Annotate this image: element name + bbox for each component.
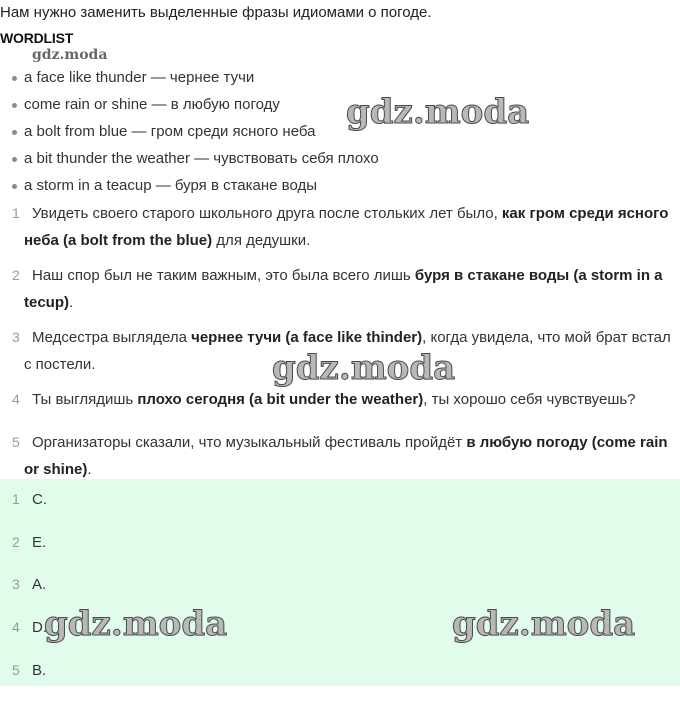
sentence-text-plain: . (69, 294, 74, 311)
wordlist-item-text: come rain or shine — в любую погоду (24, 96, 280, 113)
sentence-text (24, 386, 672, 413)
bullet-icon (12, 157, 17, 162)
answer-number: 3 (12, 576, 20, 592)
answer-value: D. (32, 619, 47, 636)
sentence-text (24, 429, 672, 483)
answer-value: C. (32, 491, 47, 508)
wordlist-item (0, 64, 379, 91)
answer-number: 2 (12, 534, 20, 550)
sentence-text-highlight: чернее тучи (a face like thinder) (191, 329, 423, 346)
watermark: gdz.moda (44, 604, 228, 644)
answer-value: E. (32, 534, 47, 551)
answer-item (0, 534, 680, 554)
wordlist-item (0, 172, 379, 199)
sentence-text-plain: Организаторы сказали, что музыкальный фестиваль пройдёт (32, 434, 467, 451)
sentence-number: 4 (12, 391, 20, 407)
sentence-number: 1 (12, 205, 20, 221)
wordlist-item-text: a storm in a teacup — буря в стакане воды (24, 177, 318, 194)
answer-number: 1 (12, 491, 20, 507)
exercise-sentences (0, 200, 680, 483)
wordlist-title: WORDLIST (0, 30, 74, 46)
sentence-text-highlight: плохо сегодня (a bit under the weather) (137, 391, 424, 408)
answer-number: 5 (12, 662, 20, 678)
bullet-icon (12, 130, 17, 135)
watermark: gdz.moda (452, 604, 636, 644)
answer-value: B. (32, 662, 47, 679)
task-instruction: Нам нужно заменить выделенные фразы идиомами о погоде. (0, 4, 432, 21)
bullet-icon (12, 103, 17, 108)
sentence-text (24, 262, 672, 316)
sentence-text-plain: Увидеть своего старого школьного друга после стольких лет было, (32, 205, 502, 222)
wordlist-item-text: a face like thunder — чернее тучи (24, 69, 255, 86)
sentence-text-highlight: в любую погоду (come rain or shine) (24, 434, 668, 478)
sentence-text-highlight: как гром среди ясного неба (a bolt from the blue) (24, 205, 669, 249)
sentence-item (0, 200, 680, 254)
sentence-text-highlight: буря в стакане воды (a storm in a tecup) (24, 267, 663, 311)
watermark: gdz.moda (346, 92, 530, 132)
sentence-item (0, 386, 680, 413)
wordlist-item (0, 145, 379, 172)
sentence-text (24, 200, 672, 254)
sentence-text-plain: Наш спор был не таким важным, это была всего лишь (32, 267, 415, 284)
watermark: gdz.moda (272, 348, 456, 388)
answer-number: 4 (12, 619, 20, 635)
answer-item (0, 619, 680, 639)
answer-value: A. (32, 576, 47, 593)
answer-item (0, 576, 680, 596)
sentence-item (0, 324, 680, 378)
sentence-number: 2 (12, 267, 20, 283)
sentence-text-plain: для дедушки. (212, 232, 311, 249)
sentence-item (0, 262, 680, 316)
watermark: gdz.moda (32, 47, 108, 63)
sentence-text-plain: Медсестра выглядела (32, 329, 192, 346)
sentence-number: 3 (12, 329, 20, 345)
answer-item (0, 662, 680, 682)
wordlist-item (0, 118, 379, 145)
answer-panel (0, 479, 680, 686)
bullet-icon (12, 184, 17, 189)
sentence-text (24, 324, 672, 378)
sentence-text-plain: , ты хорошо себя чувствуешь? (423, 391, 636, 408)
sentence-text-plain: Ты выглядишь (32, 391, 138, 408)
sentence-number: 5 (12, 434, 20, 450)
wordlist-item-text: a bit thunder the weather — чувствовать себя плохо (24, 150, 379, 167)
wordlist-item (0, 91, 379, 118)
bullet-icon (12, 76, 17, 81)
answer-item (0, 491, 680, 511)
wordlist-item-text: a bolt from blue — гром среди ясного неба (24, 123, 316, 140)
wordlist (0, 64, 379, 199)
sentence-item (0, 429, 680, 483)
sentence-text-plain: . (87, 461, 92, 478)
sentence-text-plain: , когда увидела, что мой брат встал с постели. (24, 329, 671, 373)
